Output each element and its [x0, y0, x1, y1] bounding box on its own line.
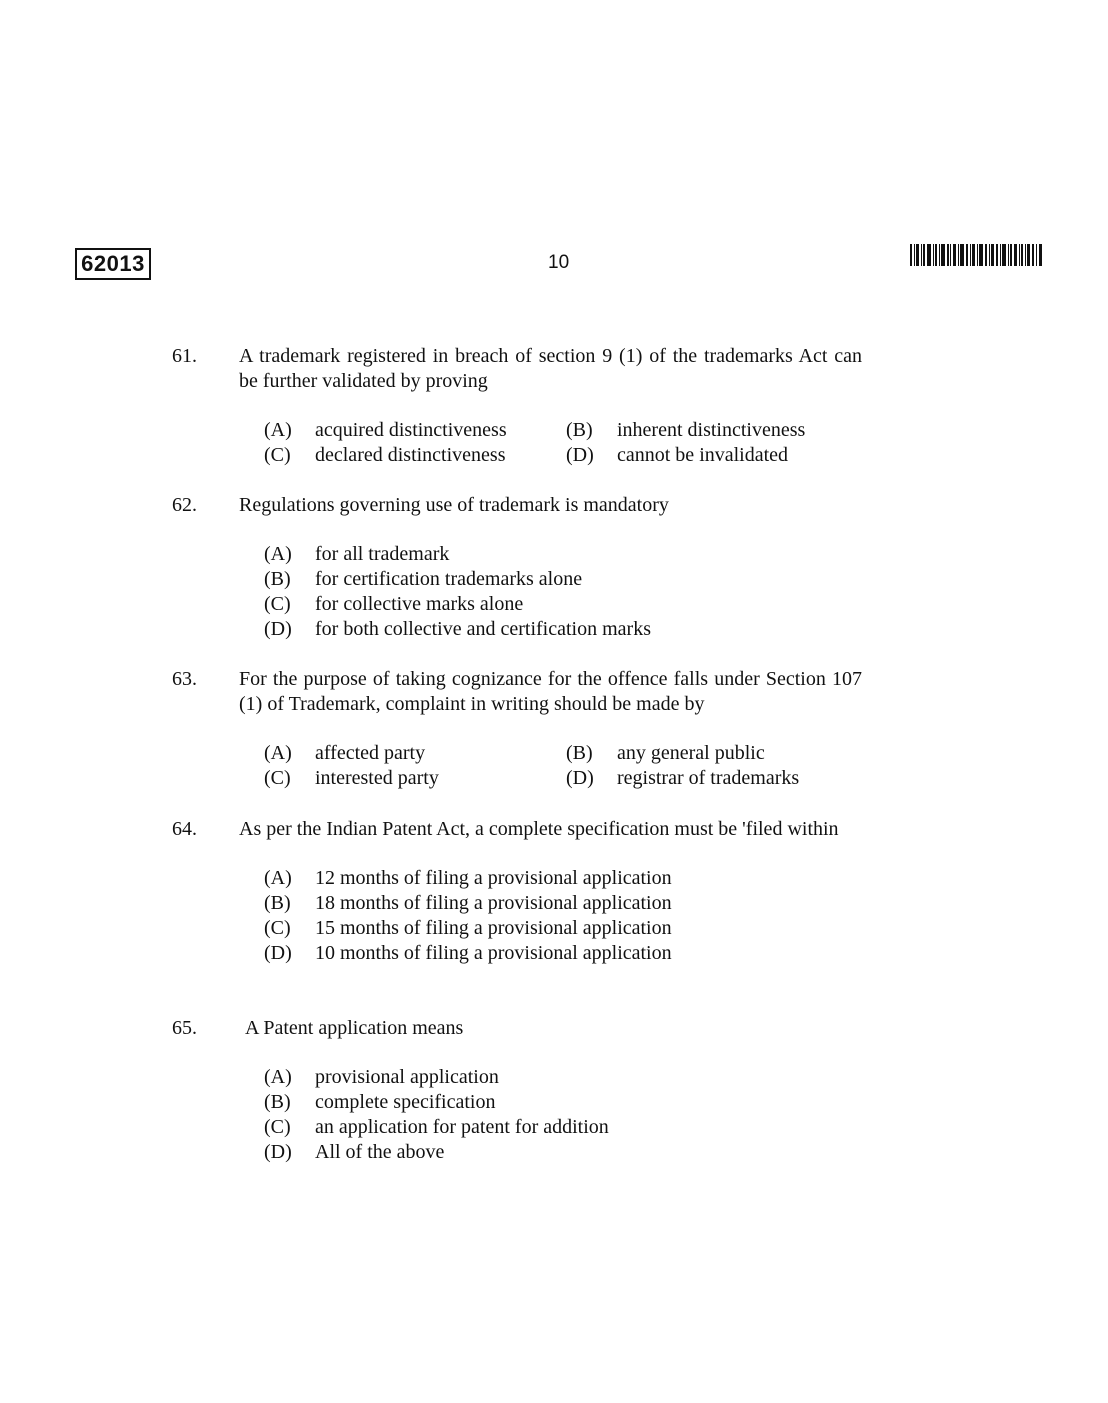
options: [264, 542, 862, 642]
option-label: (A): [264, 1066, 292, 1088]
question-text: As per the Indian Patent Act, a complete specification must be 'filed within: [239, 818, 839, 840]
option-text: declared distinctiveness: [315, 444, 506, 466]
option-text: 15 months of filing a provisional application: [315, 917, 672, 939]
option-c: [264, 443, 566, 468]
option-b: [566, 418, 862, 443]
option-label: (C): [264, 1116, 291, 1138]
option-text: for both collective and certification marks: [315, 618, 651, 640]
question-text: For the purpose of taking cognizance for the offence falls under Section 107 (1) of Trademark, complaint in writing should be made by: [239, 668, 862, 715]
option-text: affected party: [315, 742, 426, 764]
option-label: (D): [264, 942, 292, 964]
question-63: [172, 667, 862, 791]
option-text: 10 months of filing a provisional application: [315, 942, 672, 964]
option-label: (B): [566, 419, 593, 441]
option-text: provisional application: [315, 1066, 499, 1088]
option-label: (D): [264, 618, 292, 640]
option-label: (D): [566, 444, 594, 466]
option-text: cannot be invalidated: [617, 444, 789, 466]
option-d: [264, 617, 862, 642]
question-65: [172, 1016, 862, 1165]
option-c: [264, 916, 862, 941]
paper-code: 62013: [75, 248, 151, 280]
option-text: for collective marks alone: [315, 593, 524, 615]
question-number: 63.: [172, 668, 197, 690]
option-b: [264, 567, 862, 592]
option-a: [264, 418, 566, 443]
page-number: 10: [548, 252, 570, 273]
option-label: (B): [264, 892, 291, 914]
option-label: (C): [264, 767, 291, 789]
option-label: (A): [264, 867, 292, 889]
question-62: [172, 493, 862, 642]
option-label: (D): [566, 767, 594, 789]
question-number: 61.: [172, 345, 197, 367]
option-text: 12 months of filing a provisional application: [315, 867, 672, 889]
question-number: 62.: [172, 494, 197, 516]
option-text: for certification trademarks alone: [315, 568, 583, 590]
question-61: [172, 344, 862, 468]
option-b: [264, 891, 862, 916]
option-text: All of the above: [315, 1141, 445, 1163]
option-text: 18 months of filing a provisional application: [315, 892, 672, 914]
option-c: [264, 766, 566, 791]
option-a: [264, 1065, 862, 1090]
option-d: [264, 1140, 862, 1165]
options: [264, 1065, 862, 1165]
question-text: A Patent application means: [245, 1017, 464, 1039]
question-number: 64.: [172, 818, 197, 840]
option-text: for all trademark: [315, 543, 450, 565]
options: [264, 741, 862, 791]
option-d: [566, 443, 862, 468]
option-label: (B): [566, 742, 593, 764]
option-b: [264, 1090, 862, 1115]
option-text: an application for patent for addition: [315, 1116, 609, 1138]
option-text: inherent distinctiveness: [617, 419, 806, 441]
option-label: (A): [264, 742, 292, 764]
option-c: [264, 592, 862, 617]
option-label: (C): [264, 593, 291, 615]
option-text: acquired distinctiveness: [315, 419, 507, 441]
option-text: registrar of trademarks: [617, 767, 800, 789]
option-d: [264, 941, 862, 966]
option-b: [566, 741, 862, 766]
option-label: (B): [264, 568, 291, 590]
option-label: (C): [264, 444, 291, 466]
question-text: A trademark registered in breach of section 9 (1) of the trademarks Act can be further validated by proving: [239, 345, 862, 392]
option-label: (C): [264, 917, 291, 939]
option-a: [264, 542, 862, 567]
option-label: (D): [264, 1141, 292, 1163]
option-a: [264, 741, 566, 766]
option-text: interested party: [315, 767, 439, 789]
barcode: [910, 244, 1042, 266]
options: [264, 866, 862, 966]
question-number: 65.: [172, 1017, 197, 1039]
option-d: [566, 766, 862, 791]
question-text: Regulations governing use of trademark is mandatory: [239, 494, 669, 516]
option-label: (A): [264, 543, 292, 565]
option-label: (B): [264, 1091, 291, 1113]
question-64: [172, 817, 862, 966]
option-c: [264, 1115, 862, 1140]
option-text: any general public: [617, 742, 765, 764]
options: [264, 418, 862, 468]
option-a: [264, 866, 862, 891]
option-label: (A): [264, 419, 292, 441]
option-text: complete specification: [315, 1091, 496, 1113]
